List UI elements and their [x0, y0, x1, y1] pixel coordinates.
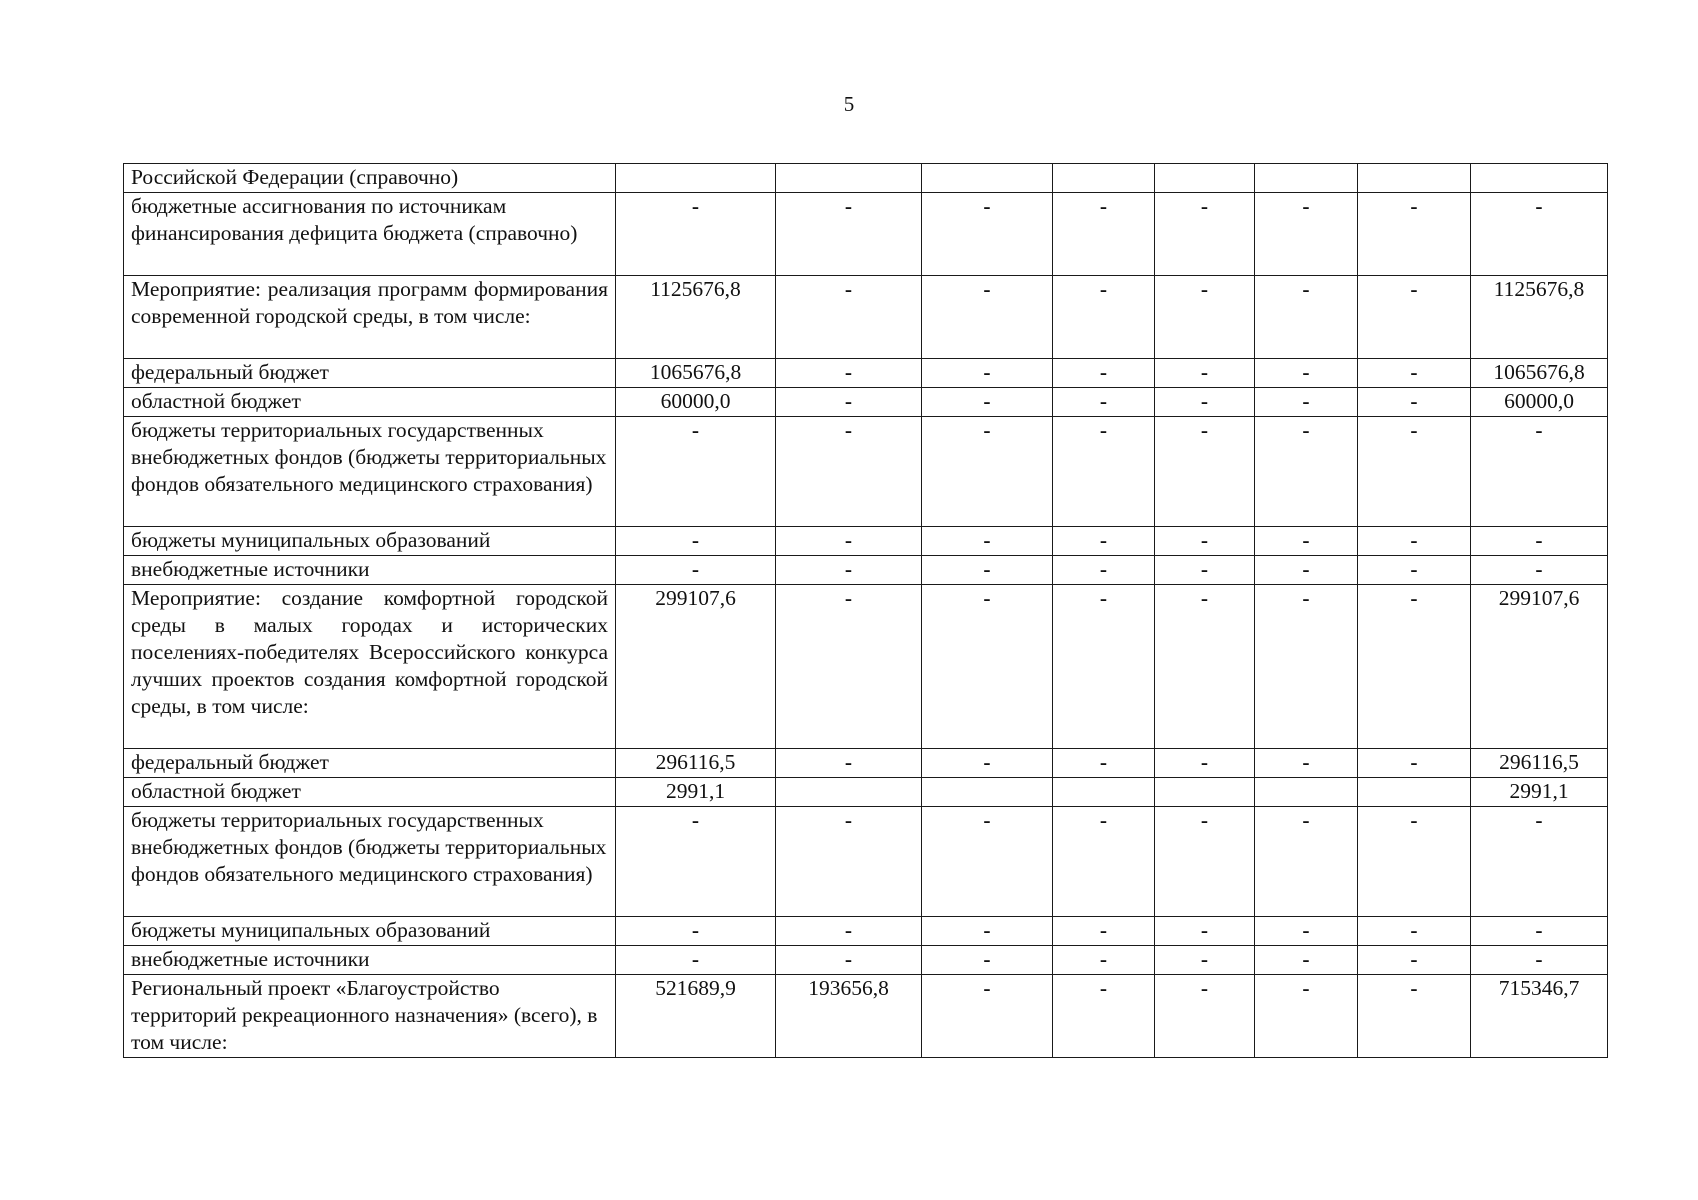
total-cell: 1125676,8 [1471, 276, 1608, 359]
amount-cell: 296116,5 [616, 749, 776, 778]
amount-cell: - [922, 749, 1053, 778]
amount-cell: - [1255, 193, 1358, 276]
total-cell: 715346,7 [1471, 975, 1608, 1058]
amount-cell: - [922, 807, 1053, 917]
amount-cell [1358, 164, 1471, 193]
amount-cell: - [776, 807, 922, 917]
total-cell: - [1471, 193, 1608, 276]
amount-cell: - [1358, 193, 1471, 276]
amount-cell: - [1155, 193, 1255, 276]
amount-cell: - [1255, 975, 1358, 1058]
amount-cell: - [1358, 917, 1471, 946]
table-row [124, 193, 1608, 276]
amount-cell: - [616, 417, 776, 527]
amount-cell: - [922, 276, 1053, 359]
amount-cell: - [922, 556, 1053, 585]
amount-cell [1255, 778, 1358, 807]
amount-cell: - [1358, 556, 1471, 585]
amount-cell: - [1255, 359, 1358, 388]
row-label: бюджеты муниципальных образований [124, 917, 616, 946]
amount-cell [922, 778, 1053, 807]
amount-cell: - [1155, 749, 1255, 778]
amount-cell: - [1053, 417, 1155, 527]
amount-cell: - [1255, 417, 1358, 527]
budget-table-body [124, 164, 1608, 1058]
row-label: Российской Федерации (справочно) [124, 164, 616, 193]
amount-cell: - [1358, 946, 1471, 975]
amount-cell: 1065676,8 [616, 359, 776, 388]
amount-cell: 521689,9 [616, 975, 776, 1058]
amount-cell: - [1053, 359, 1155, 388]
row-label: внебюджетные источники [124, 556, 616, 585]
amount-cell: - [776, 585, 922, 749]
amount-cell: - [776, 417, 922, 527]
total-cell: 299107,6 [1471, 585, 1608, 749]
table-row [124, 917, 1608, 946]
amount-cell: - [1155, 388, 1255, 417]
amount-cell: 1125676,8 [616, 276, 776, 359]
table-row [124, 975, 1608, 1058]
total-cell: - [1471, 556, 1608, 585]
table-row [124, 807, 1608, 917]
total-cell: - [1471, 807, 1608, 917]
amount-cell [1358, 778, 1471, 807]
amount-cell: - [1255, 527, 1358, 556]
amount-cell: - [1053, 917, 1155, 946]
table-row [124, 359, 1608, 388]
amount-cell: - [776, 917, 922, 946]
amount-cell: - [776, 193, 922, 276]
table-row [124, 164, 1608, 193]
table-row [124, 749, 1608, 778]
row-label: областной бюджет [124, 778, 616, 807]
amount-cell: - [1155, 807, 1255, 917]
amount-cell: - [1053, 807, 1155, 917]
amount-cell: - [922, 388, 1053, 417]
amount-cell [1155, 778, 1255, 807]
amount-cell: - [616, 556, 776, 585]
amount-cell: - [1053, 975, 1155, 1058]
amount-cell: - [1053, 749, 1155, 778]
amount-cell: - [1053, 388, 1155, 417]
table-row [124, 417, 1608, 527]
amount-cell: - [1053, 527, 1155, 556]
amount-cell: 60000,0 [616, 388, 776, 417]
amount-cell: - [1358, 527, 1471, 556]
table-row [124, 585, 1608, 749]
amount-cell: - [776, 276, 922, 359]
amount-cell: - [1155, 417, 1255, 527]
amount-cell: - [1358, 975, 1471, 1058]
amount-cell: - [1155, 917, 1255, 946]
row-label: федеральный бюджет [124, 359, 616, 388]
amount-cell: 2991,1 [616, 778, 776, 807]
row-label: внебюджетные источники [124, 946, 616, 975]
total-cell: - [1471, 946, 1608, 975]
row-label: федеральный бюджет [124, 749, 616, 778]
amount-cell: 299107,6 [616, 585, 776, 749]
amount-cell: - [1053, 193, 1155, 276]
total-cell: - [1471, 527, 1608, 556]
row-label: бюджеты территориальных государственных внебюджетных фондов (бюджеты территориальных фондов обязательного медицинского страхования) [124, 807, 616, 917]
table-row [124, 388, 1608, 417]
amount-cell: - [922, 417, 1053, 527]
amount-cell: - [1053, 946, 1155, 975]
amount-cell: - [776, 388, 922, 417]
row-label: Мероприятие: реализация программ формирования современной городской среды, в том числе: [124, 276, 616, 359]
amount-cell: - [1155, 556, 1255, 585]
amount-cell [1053, 164, 1155, 193]
amount-cell: - [776, 359, 922, 388]
table-row [124, 946, 1608, 975]
amount-cell: - [1358, 749, 1471, 778]
amount-cell: - [922, 946, 1053, 975]
table-row [124, 276, 1608, 359]
amount-cell: - [776, 749, 922, 778]
amount-cell: - [776, 527, 922, 556]
amount-cell: - [1255, 749, 1358, 778]
row-label: бюджеты муниципальных образований [124, 527, 616, 556]
total-cell [1471, 164, 1608, 193]
amount-cell: - [1155, 585, 1255, 749]
total-cell: 1065676,8 [1471, 359, 1608, 388]
amount-cell: - [922, 975, 1053, 1058]
row-label: Мероприятие: создание комфортной городской среды в малых городах и исторических поселениях-победителях Всероссийского конкурса лучших проектов создания комфортной городской среды, в том числе: [124, 585, 616, 749]
page-number: 5 [843, 92, 855, 116]
row-label: бюджеты территориальных государственных внебюджетных фондов (бюджеты территориальных фондов обязательного медицинского страхования) [124, 417, 616, 527]
total-cell: 60000,0 [1471, 388, 1608, 417]
amount-cell: - [776, 556, 922, 585]
amount-cell: - [1255, 585, 1358, 749]
amount-cell: - [1155, 975, 1255, 1058]
table-row [124, 527, 1608, 556]
amount-cell: 193656,8 [776, 975, 922, 1058]
row-label: областной бюджет [124, 388, 616, 417]
row-label: бюджетные ассигнования по источникам финансирования дефицита бюджета (справочно) [124, 193, 616, 276]
amount-cell: - [1053, 556, 1155, 585]
amount-cell: - [922, 585, 1053, 749]
amount-cell: - [922, 527, 1053, 556]
table-row [124, 556, 1608, 585]
amount-cell: - [1255, 388, 1358, 417]
amount-cell: - [616, 917, 776, 946]
amount-cell [1255, 164, 1358, 193]
amount-cell: - [616, 527, 776, 556]
amount-cell [1155, 164, 1255, 193]
amount-cell: - [1358, 388, 1471, 417]
amount-cell: - [1255, 946, 1358, 975]
amount-cell: - [1358, 276, 1471, 359]
total-cell: 296116,5 [1471, 749, 1608, 778]
budget-table [123, 163, 1608, 1058]
total-cell: 2991,1 [1471, 778, 1608, 807]
amount-cell: - [616, 946, 776, 975]
total-cell: - [1471, 917, 1608, 946]
amount-cell: - [776, 946, 922, 975]
table-row [124, 778, 1608, 807]
amount-cell: - [1053, 585, 1155, 749]
amount-cell: - [616, 807, 776, 917]
amount-cell: - [922, 359, 1053, 388]
amount-cell: - [922, 193, 1053, 276]
amount-cell: - [1255, 807, 1358, 917]
amount-cell: - [922, 917, 1053, 946]
amount-cell: - [616, 193, 776, 276]
amount-cell: - [1155, 276, 1255, 359]
amount-cell: - [1358, 359, 1471, 388]
amount-cell: - [1358, 417, 1471, 527]
amount-cell [616, 164, 776, 193]
amount-cell: - [1255, 556, 1358, 585]
amount-cell [776, 164, 922, 193]
amount-cell: - [1155, 527, 1255, 556]
amount-cell [1053, 778, 1155, 807]
amount-cell: - [1358, 585, 1471, 749]
amount-cell: - [1155, 359, 1255, 388]
amount-cell: - [1255, 917, 1358, 946]
amount-cell: - [1155, 946, 1255, 975]
amount-cell: - [1053, 276, 1155, 359]
row-label: Региональный проект «Благоустройство территорий рекреационного назначения» (всего), в том числе: [124, 975, 616, 1058]
amount-cell [922, 164, 1053, 193]
amount-cell: - [1358, 807, 1471, 917]
amount-cell: - [1255, 276, 1358, 359]
amount-cell [776, 778, 922, 807]
total-cell: - [1471, 417, 1608, 527]
